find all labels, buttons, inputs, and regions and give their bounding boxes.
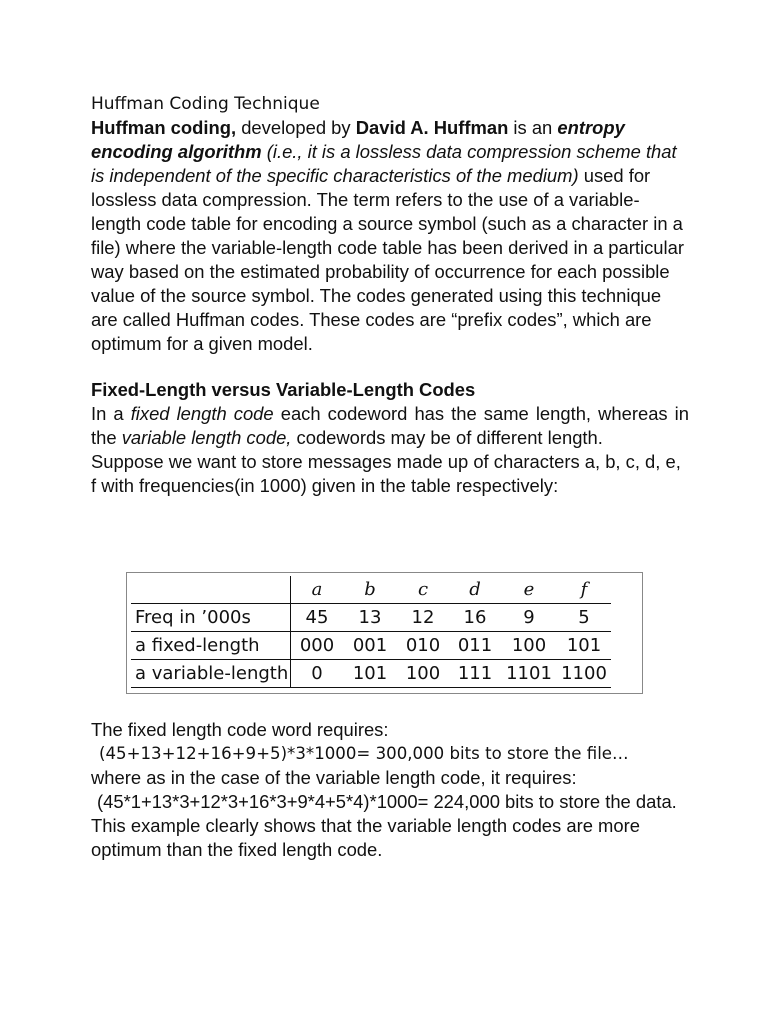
- row-label: a variable-length: [131, 660, 291, 688]
- intro-emphasis: entropy encoding algorithm: [91, 117, 625, 162]
- table-cell: 000: [291, 632, 344, 660]
- variable-intro: where as in the case of the variable length code, it requires:: [91, 767, 577, 788]
- table-cell: 001: [343, 632, 397, 660]
- table-row: [131, 632, 611, 660]
- table-cell: 45: [305, 607, 329, 628]
- intro-term: Huffman coding,: [91, 117, 237, 138]
- code-table-frame: [126, 572, 643, 694]
- table-cell: 101: [557, 632, 611, 660]
- symbol-header: c: [397, 576, 449, 604]
- summary-paragraph: This example clearly shows that the variable length codes are more optimum than the fixed length code.: [91, 815, 640, 860]
- variable-length-term: variable length code,: [121, 427, 292, 448]
- table-cell: 011: [449, 632, 501, 660]
- symbol-header: b: [343, 576, 397, 604]
- example-paragraph: Suppose we want to store messages made up of characters a, b, c, d, e, f with frequencies(in 1000) given in the table respectively:: [91, 451, 681, 496]
- table-cell: 1101: [501, 660, 557, 688]
- intro-parenthetical: (i.e., it is a lossless data compression scheme that is independent of the specific characteristics of the medium): [91, 141, 677, 186]
- symbol-header: f: [557, 576, 611, 604]
- table-cell: 100: [397, 660, 449, 688]
- definition-text-1: In a: [91, 403, 131, 424]
- table-cell: 5: [578, 607, 590, 628]
- fixed-length-term: fixed length code: [130, 403, 274, 424]
- symbol-header: a: [291, 576, 344, 604]
- conclusion-section: [91, 718, 689, 862]
- table-row: [131, 660, 611, 688]
- symbol-header: d: [449, 576, 501, 604]
- intro-paragraph: [91, 116, 689, 356]
- page-title: Huffman Coding Technique: [91, 94, 320, 114]
- table-cell: 010: [397, 632, 449, 660]
- section-heading: Fixed-Length versus Variable-Length Codes: [91, 379, 476, 400]
- intro-rest: used for lossless data compression. The term refers to the use of a variable-length code table for encoding a source symbol (such as a character in a file) where the variable-length code table has been derived in a particular way based on the estimated probability of occurrence for each possible value of the source symbol. The codes generated using this technique are called Huffman codes. These codes are “prefix codes”, which are optimum for a given model.: [91, 165, 684, 354]
- table-cell: 16: [463, 607, 487, 628]
- table-cell: 0: [291, 660, 344, 688]
- table-cell: 9: [523, 607, 535, 628]
- row-label: a fixed-length: [131, 632, 291, 660]
- symbol-header: e: [501, 576, 557, 604]
- codes-definition-paragraph: [91, 402, 689, 450]
- table-row: [131, 604, 611, 632]
- code-table: [131, 576, 611, 688]
- table-header-row: [131, 576, 611, 604]
- variable-formula: (45*1+13*3+12*3+16*3+9*4+5*4)*1000= 224,000 bits to store the data.: [97, 791, 677, 812]
- intro-author: David A. Huffman: [355, 117, 509, 138]
- table-cell: 111: [449, 660, 501, 688]
- table-cell: 12: [411, 607, 435, 628]
- table-cell: 1100: [557, 660, 611, 688]
- fixed-intro: The fixed length code word requires:: [91, 719, 389, 740]
- intro-text-1: developed by: [236, 117, 356, 138]
- table-corner-cell: [131, 576, 291, 604]
- table-cell: 101: [343, 660, 397, 688]
- definition-text-2: each codeword has the same length, whereas in the: [91, 403, 689, 448]
- definition-text-3: codewords may be of different length.: [291, 427, 603, 448]
- intro-text-2: is an: [508, 117, 558, 138]
- table-cell: 100: [501, 632, 557, 660]
- fixed-formula: (45+13+12+16+9+5)*3*1000= 300,000 bits to store the file…: [99, 744, 629, 763]
- row-label: Freq in ’000s: [131, 604, 291, 632]
- table-cell: 13: [358, 607, 382, 628]
- document-body: [91, 92, 689, 498]
